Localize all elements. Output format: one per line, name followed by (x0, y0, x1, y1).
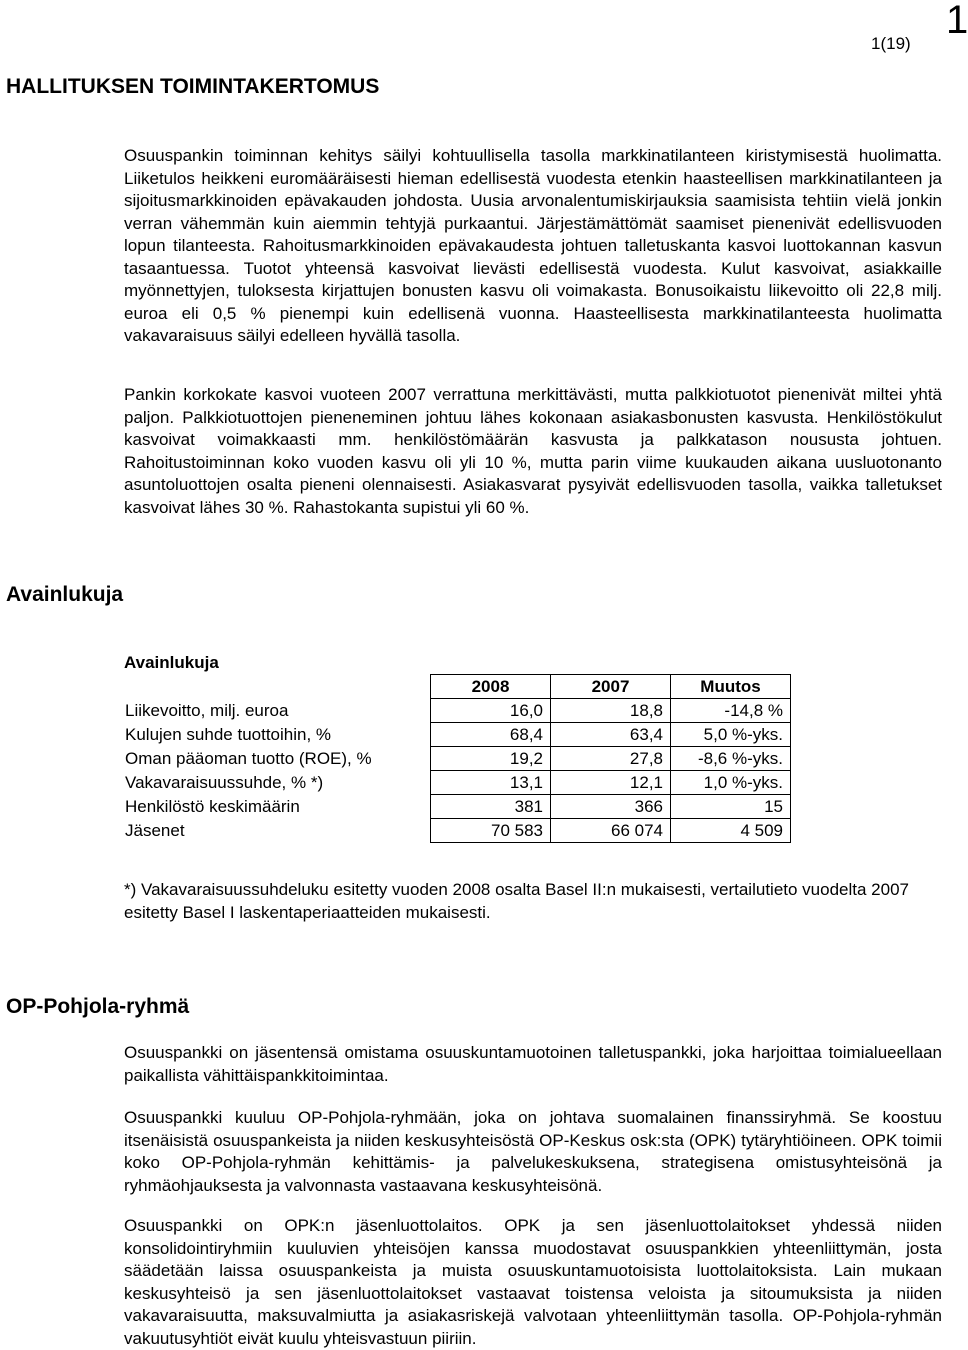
header-2008: 2008 (431, 675, 551, 699)
op-pohjola-paragraph-2: Osuuspankki kuuluu OP-Pohjola-ryhmään, joka on johtava suomalainen finanssiryhmä. Se koostuu itsenäisistä osuuspankeista ja niiden keskusyhteisöstä OP-Keskus osk:sta (OPK) tytäryhtiöineen. OPK toimii koko OP-Pohjola-ryhmän kehittämis- ja palvelukeskuksena, strategisena omistusyhteisönä ja ryhmäohjauksesta ja valvonnasta vastaavana keskusyhteisönä. (124, 1108, 942, 1195)
value-2007: 18,8 (551, 699, 671, 723)
key-figures-footnote: *) Vakavaraisuussuhdeluku esitetty vuoden 2008 osalta Basel II:n mukaisesti, vertailutieto vuodelta 2007 esitetty Basel I laskentaperiaatteiden mukaisesti. (124, 880, 909, 922)
table-row (124, 723, 791, 747)
table-row (124, 819, 791, 843)
table-row (124, 795, 791, 819)
value-change: 5,0 %-yks. (671, 723, 791, 747)
value-2007: 366 (551, 795, 671, 819)
value-2008: 16,0 (431, 699, 551, 723)
key-figures-table-wrapper (124, 651, 791, 843)
value-2008: 381 (431, 795, 551, 819)
intro-paragraph-2: Pankin korkokate kasvoi vuoteen 2007 verrattuna merkittävästi, mutta palkkiotuotot pienenivät miltei yhtä paljon. Palkkiotuottojen pieneneminen johtuu lähes kokonaan asiakasbonusten kasvusta. Henkilöstökulut kasvoivat voimakkaasti mm. henkilöstömäärän kasvusta ja palkkatason noususta johtuen. Rahoitustoiminnan koko vuoden kasvu oli yli 10 %, mutta parin viime kuukauden aikana uusluotonanto asuntoluottojen osalta pieneni olennaisesti. Asiakasvarat pysyivät edellisvuoden tasolla, vaikka talletukset kasvoivat lähes 30 %. Rahastokanta supistui yli 60 %. (124, 385, 942, 517)
intro-paragraph-1: Osuuspankin toiminnan kehitys säilyi kohtuullisella tasolla markkinatilanteen kiristymisestä huolimatta. Liiketulos heikkeni euromääräisesti hieman edellisestä vuodesta etenkin haasteellisen markkinatilanteen ja sijoitusmarkkinoiden epävakauden johdosta. Uusia arvonalentumiskirjauksia saamisista tehtiin vielä jonkin verran vähemmän kuin aiemmin tehtyjä purkaantui. Järjestämättömät saamiset pienenivät edellisvuoden lopun tilanteesta. Rahoitusmarkkinoiden epävakaudesta johtuen talletuskanta kasvoi luottokannan kasvun tasaantuessa. Tuotot yhteensä kasvoivat lievästi edellisestä vuodesta. Kulut kasvoivat, asiakkaille myönnettyjen, tuloksesta kirjattujen bonusten kasvu oli voimakasta. Bonusoikaistu liikevoitto oli 22,8 milj. euroa eli 0,5 % pienempi kuin edellisenä vuonna. Haasteellisesta markkinatilanteesta huolimatta vakavaraisuus säilyi edelleen hyvällä tasolla. (124, 146, 942, 345)
page-number: 1(19) (871, 34, 911, 53)
value-2008: 70 583 (431, 819, 551, 843)
header-empty-cell (124, 675, 431, 699)
table-row (124, 699, 791, 723)
report-title: HALLITUKSEN TOIMINTAKERTOMUS (6, 75, 380, 98)
value-2008: 19,2 (431, 747, 551, 771)
value-2007: 12,1 (551, 771, 671, 795)
row-label: Kulujen suhde tuottoihin, % (125, 724, 332, 744)
value-2008: 13,1 (431, 771, 551, 795)
table-row (124, 747, 791, 771)
value-change: 4 509 (671, 819, 791, 843)
table-header-row (124, 675, 791, 699)
section-title-op-pohjola: OP-Pohjola-ryhmä (6, 995, 190, 1018)
op-pohjola-paragraph-1: Osuuspankki on jäsentensä omistama osuuskuntamuotoinen talletuspankki, joka harjoittaa toimialueellaan paikallista vähittäispankkitoimintaa. (124, 1043, 942, 1085)
header-muutos: Muutos (671, 675, 791, 699)
key-figures-table-caption: Avainlukuja (124, 653, 219, 672)
value-2007: 66 074 (551, 819, 671, 843)
row-label: Liikevoitto, milj. euroa (125, 700, 289, 720)
value-change: -8,6 %-yks. (671, 747, 791, 771)
value-change: 1,0 %-yks. (671, 771, 791, 795)
value-change: -14,8 % (671, 699, 791, 723)
value-2007: 27,8 (551, 747, 671, 771)
value-change: 15 (671, 795, 791, 819)
corner-page-number: 1 (946, 0, 968, 42)
value-2008: 68,4 (431, 723, 551, 747)
row-label: Oman pääoman tuotto (ROE), % (125, 748, 372, 768)
op-pohjola-paragraph-3: Osuuspankki on OPK:n jäsenluottolaitos. OPK ja sen jäsenluottolaitokset yhdessä niiden konsolidointiryhmiin kuuluvien yhteisöjen kanssa muodostavat osuuspankkien yhteenliittymän, josta säädetään laissa osuuspankeista ja muista osuuskuntamuotoisista luottolaitoksista. Lain mukaan keskusyhteisö ja sen jäsenluottolaitokset vastaavat toistensa veloista ja sitoumuksista ja niiden vakavaraisuutta, maksuvalmiutta ja asiakasriskejä valvotaan yhteenliittymän tasolla. OP-Pohjola-ryhmän vakuutusyhtiöt eivät kuulu yhteisvastuun piiriin. (124, 1216, 942, 1348)
header-2007: 2007 (551, 675, 671, 699)
row-label: Vakavaraisuussuhde, % *) (125, 772, 324, 792)
row-label: Henkilöstö keskimäärin (125, 796, 300, 816)
section-title-avainlukuja: Avainlukuja (6, 583, 124, 606)
key-figures-table (124, 674, 791, 843)
table-row (124, 771, 791, 795)
value-2007: 63,4 (551, 723, 671, 747)
row-label: Jäsenet (125, 820, 185, 840)
